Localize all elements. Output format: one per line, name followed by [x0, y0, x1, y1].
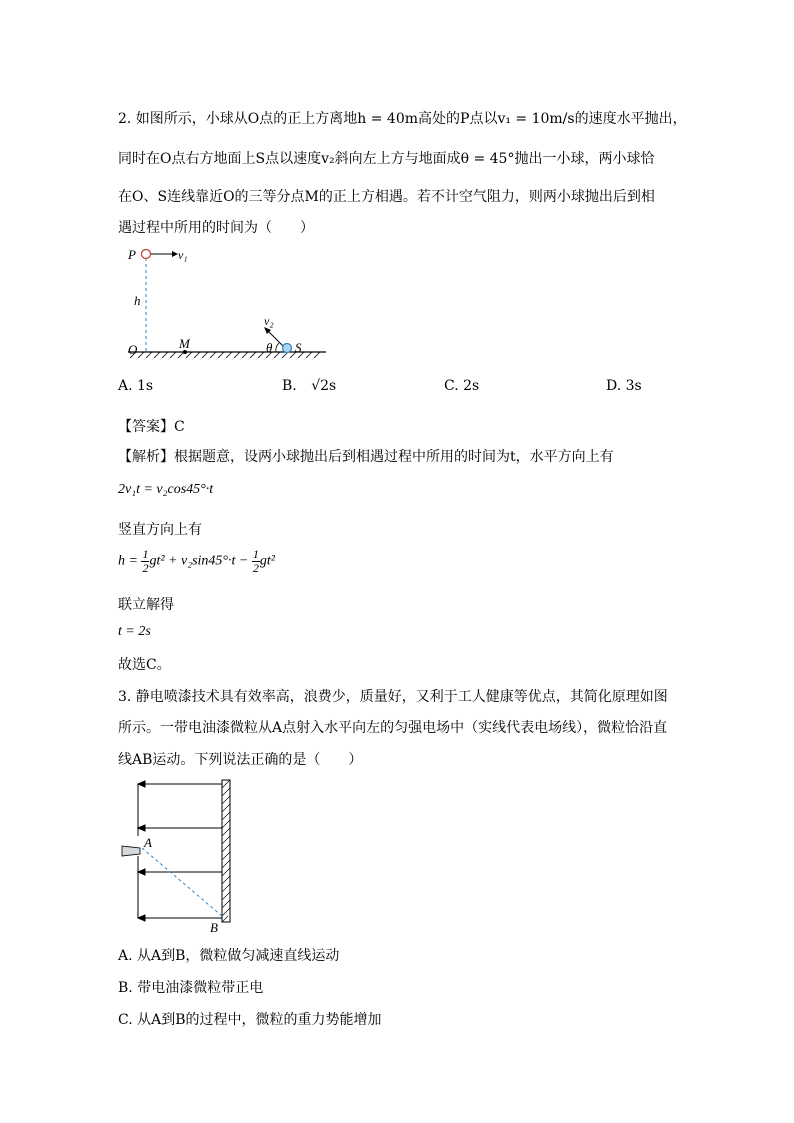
eq2-fraction-2: [252, 548, 260, 575]
eq2-end: gt²: [259, 553, 275, 569]
label-s: S: [295, 340, 302, 355]
q2-answer: [118, 416, 185, 436]
q3-stem-line-2: 所示。一带电油漆微粒从A点射入水平向左的匀强电场中（实线代表电场线），微粒恰沿直: [118, 720, 668, 736]
label-o: O: [128, 342, 138, 357]
q3-option-a: A. 从A到B，微粒做匀减速直线运动: [118, 948, 340, 964]
q2-option-a: A. 1s: [118, 378, 154, 394]
ball-p: [142, 250, 151, 259]
label-m: M: [179, 336, 190, 351]
q2-stem-line-4: 遇过程中所用的时间为（ ）: [118, 220, 314, 236]
label-b: B: [210, 920, 218, 935]
analysis-text: 根据题意，设两小球抛出后到相遇过程中所用的时间为t，水平方向上有: [174, 449, 614, 465]
q3-stem-line-1: 3. 静电喷漆技术具有效率高，浪费少，质量好，又利于工人健康等优点，其简化原理如图: [118, 689, 668, 705]
label-v2: v₂: [264, 314, 274, 328]
q3-stem-line-3: 线AB运动。下列说法正确的是（ ）: [118, 752, 363, 768]
q2-equation-1: 2v₁t = v₂cos45°·t: [118, 482, 214, 497]
analysis-tag: 【解析】: [118, 449, 174, 465]
answer-tag: 【答案】: [118, 419, 174, 435]
frac1-den: 2: [142, 561, 149, 575]
q2-conclusion: 故选C。: [118, 657, 171, 673]
q3-figure: [118, 776, 248, 936]
frac2-den: 2: [252, 561, 259, 575]
q2-vertical-label: 竖直方向上有: [118, 522, 202, 538]
label-a: A: [144, 835, 152, 850]
label-theta: θ: [266, 340, 273, 355]
q2-analysis: [118, 446, 614, 466]
eq2-mid: gt² + v₂sin45°·t −: [149, 553, 249, 569]
frac1-num: 1: [142, 547, 149, 561]
theta-arc: [276, 343, 279, 352]
path-ab: [142, 848, 222, 916]
frac2-num: 1: [252, 547, 259, 561]
label-v1: v₁: [178, 248, 188, 262]
q2-joint-label: 联立解得: [118, 597, 174, 613]
q3-option-c: C. 从A到B的过程中，微粒的重力势能增加: [118, 1012, 382, 1028]
label-h: h: [134, 293, 141, 308]
ground-hatch: [130, 352, 320, 358]
q2-option-b-prefix: B.: [282, 378, 297, 394]
q2-stem-line-2: 同时在O点右方地面上S点以速度v₂斜向左上方与地面成θ = 45°抛出一小球，两小球恰: [118, 151, 655, 167]
q2-figure: [118, 242, 338, 362]
q2-equation-2: [118, 548, 275, 575]
q3-option-b: B. 带电油漆微粒带正电: [118, 980, 264, 996]
eq2-left: h =: [118, 553, 138, 569]
q2-stem-line-1: 2. 如图所示，小球从O点的正上方离地h = 40m高处的P点以v₁ = 10m/s的速度水平抛出，: [118, 111, 687, 127]
q2-option-b: [282, 378, 336, 394]
q2-option-b-value: √2s: [311, 378, 337, 394]
spray-nozzle: [122, 846, 140, 856]
q2-stem-line-3: 在O、S连线靠近O的三等分点M的正上方相遇。若不计空气阻力，则两小球抛出后到相: [118, 189, 655, 205]
label-p: P: [128, 247, 136, 262]
answer-value: C: [174, 419, 185, 435]
ball-s: [283, 344, 292, 353]
q2-equation-3: t = 2s: [118, 624, 151, 639]
q2-option-c: C. 2s: [444, 378, 480, 394]
q2-option-d: D. 3s: [606, 378, 642, 394]
field-lines: [138, 781, 222, 921]
